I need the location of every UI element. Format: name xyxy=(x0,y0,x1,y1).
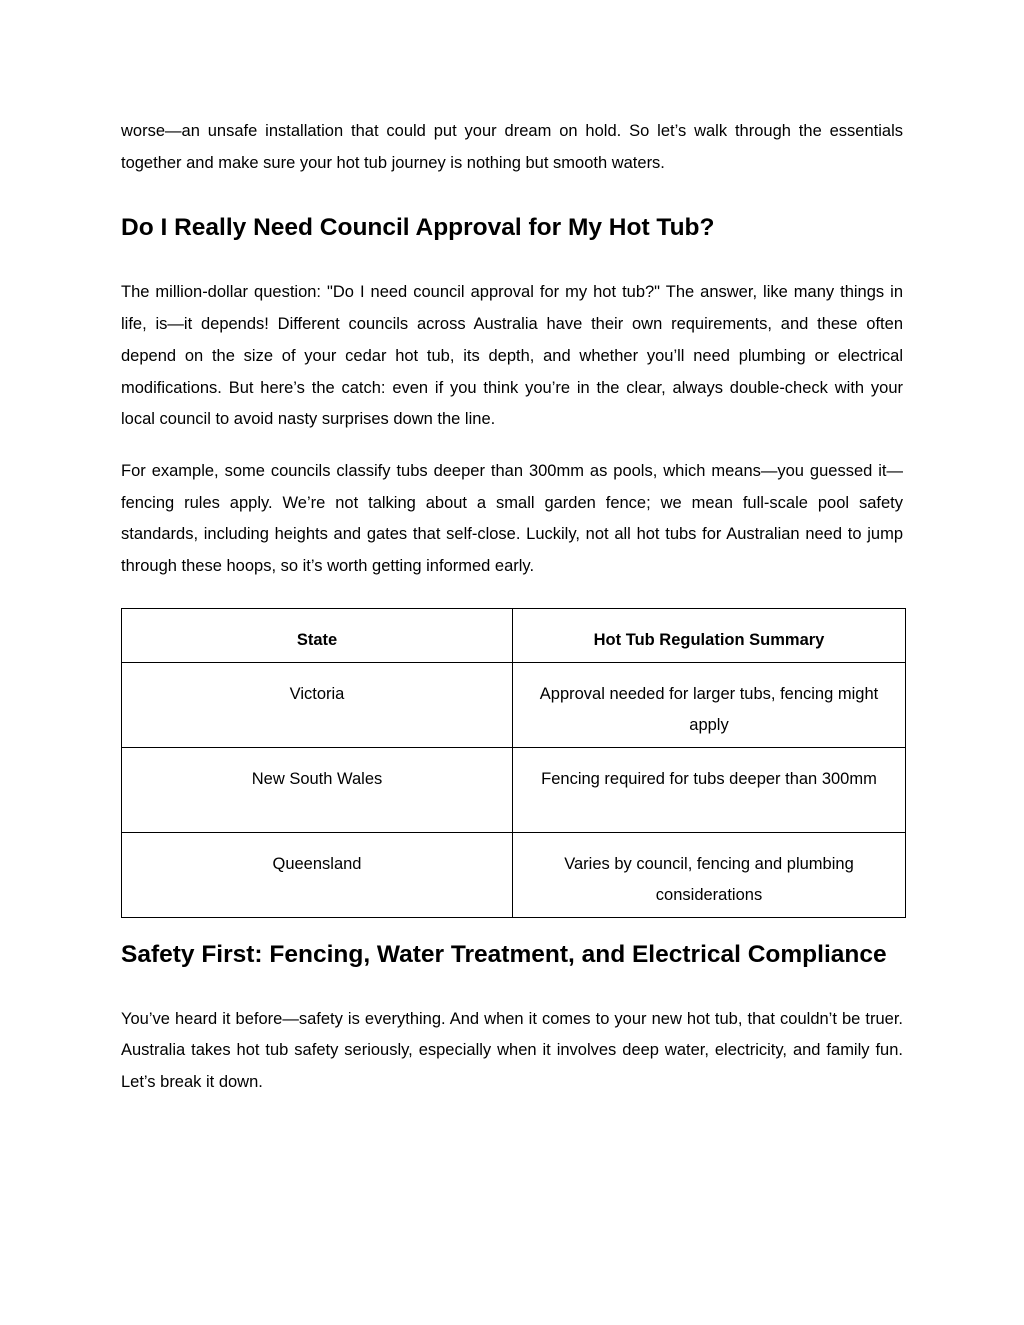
safety-heading: Safety First: Fencing, Water Treatment, and Electrical Compliance xyxy=(121,940,887,968)
summary-cell: Approval needed for larger tubs, fencing might apply xyxy=(513,662,906,747)
summary-cell: Varies by council, fencing and plumbing considerations xyxy=(513,832,906,917)
table-row xyxy=(122,662,906,747)
approval-paragraph-1: The million-dollar question: "Do I need council approval for my hot tub?" The answer, like many things in life, is—it depends! Different councils across Australia have their own requirements, and these often depend on the size of your cedar hot tub, its depth, and whether you’ll need plumbing or electrical modifications. But here’s the catch: even if you think you’re in the clear, always double-check with your local council to avoid nasty surprises down the line. xyxy=(121,283,903,429)
document-body xyxy=(121,116,903,1099)
state-cell: Victoria xyxy=(122,662,513,747)
header-summary: Hot Tub Regulation Summary xyxy=(513,608,906,662)
intro-paragraph: worse—an unsafe installation that could put your dream on hold. So let’s walk through the essentials together and make sure your hot tub journey is nothing but smooth waters. xyxy=(121,122,903,172)
regulation-table xyxy=(121,608,906,918)
safety-paragraph: You’ve heard it before—safety is everything. And when it comes to your new hot tub, that couldn’t be truer. Australia takes hot tub safety seriously, especially when it involves deep water, electricity, and family fun. Let’s break it down. xyxy=(121,1009,903,1092)
approval-paragraph-2: For example, some councils classify tubs deeper than 300mm as pools, which means—you guessed it—fencing rules apply. We’re not talking about a small garden fence; we mean full-scale pool safety standards, including heights and gates that self-close. Luckily, not all hot tubs for Australian need to jump through these hoops, so it’s worth getting informed early. xyxy=(121,461,903,576)
approval-heading: Do I Really Need Council Approval for My Hot Tub? xyxy=(121,214,715,242)
header-state: State xyxy=(122,608,513,662)
table-row xyxy=(122,832,906,917)
table-header-row xyxy=(122,608,906,662)
table-row xyxy=(122,747,906,832)
summary-cell: Fencing required for tubs deeper than 300mm xyxy=(513,747,906,832)
state-cell: Queensland xyxy=(122,832,513,917)
state-cell: New South Wales xyxy=(122,747,513,832)
